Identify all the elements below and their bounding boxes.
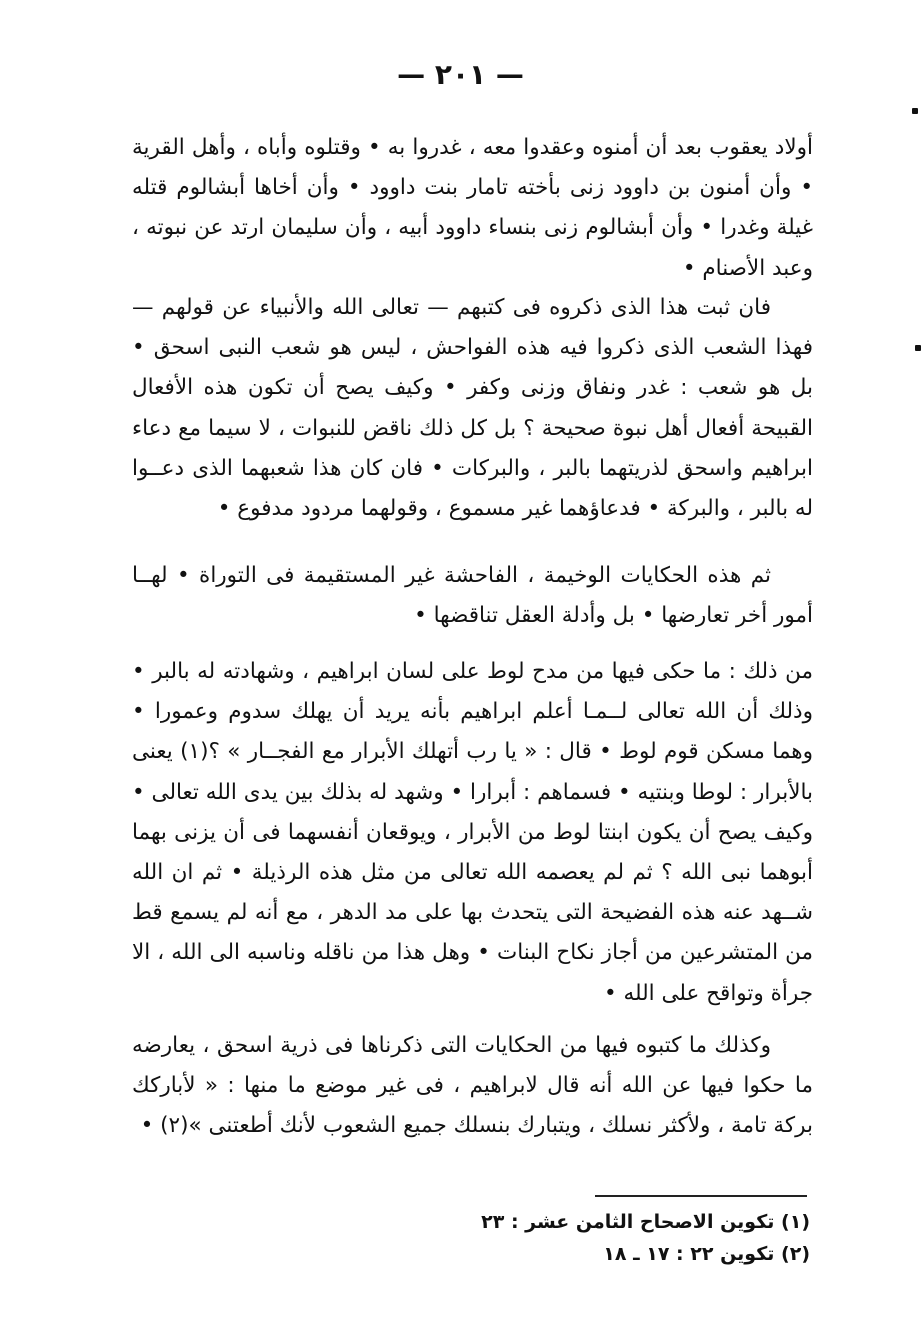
paragraph-text: وكذلك ما كتبوه فيها من الحكايات التى ذكرناها فى ذرية اسحق ، يعارضه ما حكوا فيها عن الله أنه قال لابراهيم ، فى غير موضع ما منها : « لأباركك بركة تامة ، ولأكثر نسلك ، ويتبارك بنسلك جميع الشعوب لأنك أطعتنى »(٢) • xyxy=(132,1033,813,1139)
paragraph-3 xyxy=(132,556,813,636)
paragraph-text: من ذلك : ما حكى فيها من مدح لوط على لسان ابراهيم ، وشهادته له بالبر • وذلك أن الله تعالى لــمـا أعلم ابراهيم بأنه يريد أن يهلك سدوم وعمورا • وهما مسكن قوم لوط • قال : « يا رب أتهلك الأبرار مع الفجــار » ؟(١) يعنى بالأبرار : لوطا وبنتيه • فسماهم : أبرارا • وشهد له بذلك بين يدى الله تعالى • وكيف يصح أن يكون ابنتا لوط من الأبرار ، ويوقعان أنفسهما فى أن يزنى بهما أبوهما نبى الله ؟ ثم لم يعصمه الله تعالى من مثل هذه الرذيلة • ثم ان الله شــهد عنه هذه الفضيحة التى يتحدث بها على مد الدهر ، مع أنه لم يسمع قط من المتشرعين من أجاز نكاح البنات • وهل هذا من ناقله وناسبه الى الله ، الا جرأة وتواقح على الله • xyxy=(132,659,813,1006)
margin-mark xyxy=(915,345,921,351)
page-number: — ٢٠١ — xyxy=(397,58,524,91)
margin-mark xyxy=(912,108,918,114)
paragraph-1 xyxy=(132,128,813,289)
paragraph-text: أولاد يعقوب بعد أن أمنوه وعقدوا معه ، غدروا به • وقتلوه وأباه ، وأهل القرية • وأن أمنون بن داوود زنى بأخته تامار بنت داوود • وأن أخاها أبشالوم قتله غيلة وغدرا • وأن أبشالوم زنى بنساء داوود أبيه ، وأن سليمان ارتد عن نبوته ، وعبد الأصنام • xyxy=(132,135,813,281)
paragraph-text: ثم هذه الحكايات الوخيمة ، الفاحشة غير المستقيمة فى التوراة • لهــا أمور أخر تعارضها • بل وأدلة العقل تناقضها • xyxy=(132,563,813,629)
footnote-1: (١) تكوين الاصحاح الثامن عشر : ٢٣ xyxy=(481,1211,810,1233)
paragraph-4 xyxy=(132,652,813,1014)
footnote-2: (٢) تكوين ٢٢ : ١٧ ـ ١٨ xyxy=(603,1243,810,1265)
footnotes xyxy=(430,1206,810,1270)
footnote-divider xyxy=(595,1195,807,1197)
paragraph-text: فان ثبت هذا الذى ذكروه فى كتبهم — تعالى الله والأنبياء عن قولهم — فهذا الشعب الذى ذكروا فيه هذه الفواحش ، ليس هو شعب النبى اسحق • بل هو شعب : غدر ونفاق وزنى وكفر • وكيف يصح أن تكون هذه الأفعال القبيحة أفعال أهل نبوة صحيحة ؟ بل كل ذلك ناقض للنبوات ، لا سيما مع دعاء ابراهيم واسحق لذريتهما بالبر ، والبركات • فان كان هذا شعبهما الذى دعــوا له بالبر ، والبركة • فدعاؤهما غير مسموع ، وقولهما مردود مدفوع • xyxy=(132,295,813,522)
paragraph-5 xyxy=(132,1026,813,1147)
paragraph-2 xyxy=(132,288,813,529)
